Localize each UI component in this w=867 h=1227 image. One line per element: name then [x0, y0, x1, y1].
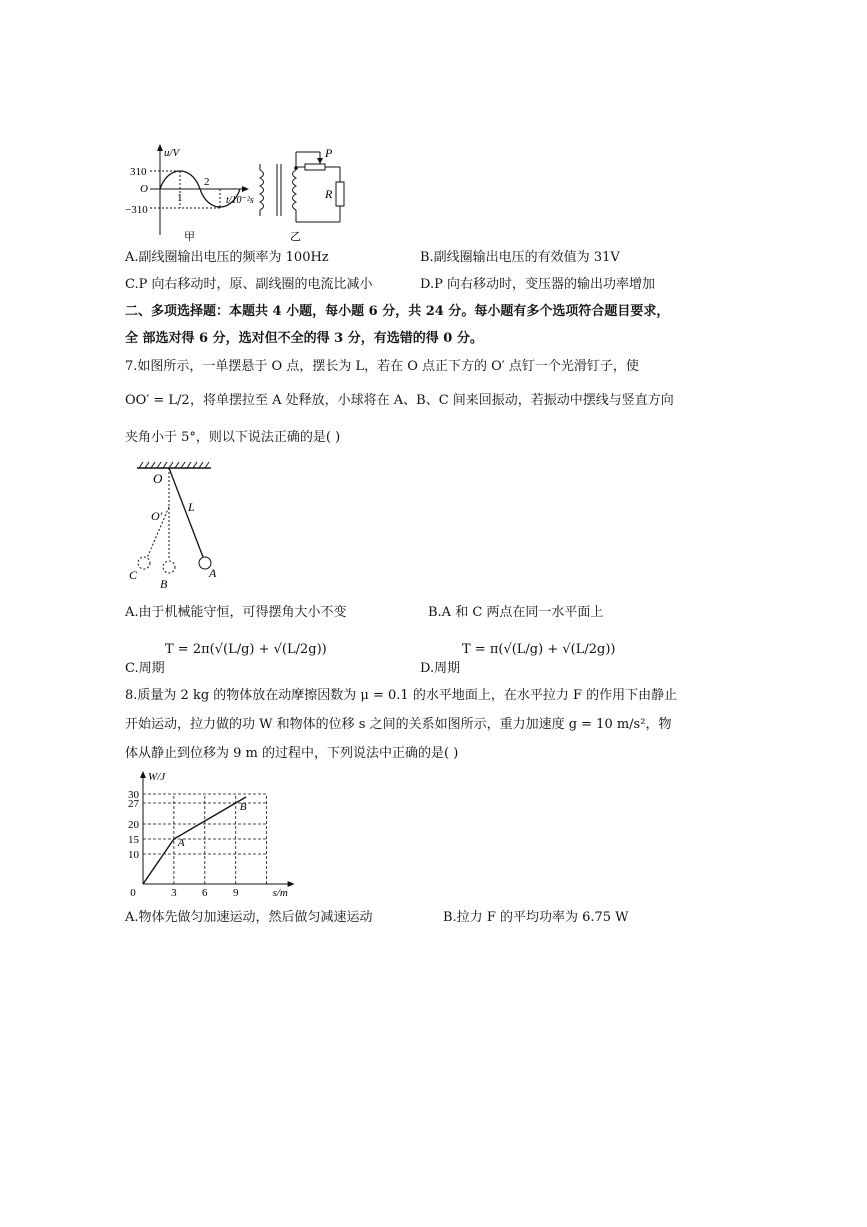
q6-option-a: A.副线圈输出电压的频率为 100Hz	[125, 250, 329, 265]
series-line-0	[143, 797, 246, 884]
t-tick-1: 1	[177, 192, 183, 204]
figure-ac-transformer	[120, 140, 360, 245]
q7-option-c-formula: T = 2π(√(L/g) + √(L/2g))	[165, 642, 327, 657]
point-b-label: B	[160, 577, 168, 590]
point-a-label: A	[209, 566, 217, 580]
q8-stem-line-1: 8.质量为 2 kg 的物体放在动摩擦因数为 μ = 0.1 的水平地面上，在水平拉力 F 的作用下由静止	[125, 688, 678, 703]
q7-stem-line-3: 夹角小于 5°，则以下说法正确的是( )	[125, 430, 341, 445]
q6-option-d: D.P 向右移动时，变压器的输出功率增加	[420, 277, 655, 292]
q7-option-c-label: C.周期	[125, 661, 165, 676]
chart-tick-labels	[128, 771, 288, 898]
section-2-heading: 二、多项选择题：本题共 4 小题，每小题 6 分，共 24 分。每小题有多个选项符合题目要求，	[125, 304, 670, 319]
x-tick-label-3: 3	[171, 887, 177, 898]
chart-grid	[143, 794, 267, 884]
y-tick-label-27: 27	[128, 798, 139, 810]
y-tick-310: 310	[130, 166, 147, 178]
x-tick-label-9: 9	[232, 887, 239, 898]
work-displacement-chart	[125, 770, 300, 898]
x-tick-label-0: 0	[130, 887, 136, 898]
point-c-label: C	[129, 568, 138, 582]
q7-option-b: B.A 和 C 两点在同一水平面上	[428, 605, 604, 620]
q7-option-d-label: D.周期	[420, 661, 461, 676]
q6-option-c: C.P 向右移动时，原、副线圈的电流比减小	[125, 277, 373, 292]
point-label-b: B	[239, 801, 247, 813]
y-tick-label-15: 15	[128, 834, 139, 846]
q7-stem-line-1: 7.如图所示，一单摆悬于 O 点，摆长为 L，若在 O 点正下方的 O′ 点钉一个光滑钉子，使	[125, 359, 639, 374]
u-axis-label: u/V	[164, 147, 180, 159]
q7-stem-line-2: ，将单摆拉至 A 处释放，小球将在 A、B、C 间来回振动，若振动中摆线与竖直方向	[190, 393, 674, 408]
chart-axes	[140, 771, 295, 887]
origin-label: O	[140, 183, 148, 195]
point-o-prime-label: O′	[151, 509, 163, 523]
slider-p-label: P	[325, 146, 333, 160]
x-axis-label: s/m	[272, 887, 288, 898]
q8-stem-line-3: 体从静止到位移为 9 m 的过程中，下列说法中正确的是( )	[125, 746, 459, 761]
point-label-a: A	[177, 837, 185, 849]
t-axis-label: t/10⁻²s	[226, 195, 254, 206]
section-2-subheading: 全 部选对得 6 分，选对但不全的得 3 分，有选错的得 0 分。	[125, 331, 483, 346]
figure-pendulum	[125, 460, 235, 590]
q7-formula: OO′ = L/2	[125, 393, 190, 408]
x-axis-arrow	[288, 881, 295, 887]
y-axis-label: W/J	[148, 771, 166, 783]
y-tick-neg-310: −310	[125, 204, 148, 216]
y-tick-label-20: 20	[128, 819, 139, 831]
point-o-label: O	[153, 471, 163, 486]
y-tick-label-10: 10	[128, 849, 139, 861]
length-l-label: L	[188, 500, 195, 514]
x-tick-label-6: 6	[202, 887, 208, 898]
q7-option-a: A.由于机械能守恒，可得摆角大小不变	[125, 605, 347, 620]
t-tick-2: 2	[204, 176, 210, 188]
q8-option-a: A.物体先做匀加速运动，然后做匀减速运动	[125, 910, 373, 925]
label-jia: 甲	[184, 231, 195, 243]
label-yi: 乙	[290, 231, 301, 243]
q7-option-d-formula: T = π(√(L/g) + √(L/2g))	[462, 642, 616, 657]
y-axis-arrow	[140, 771, 146, 778]
chart-series	[143, 797, 246, 884]
resistor-r-label: R	[325, 187, 333, 201]
chart-point-labels	[177, 801, 247, 849]
q8-stem-line-2: 开始运动，拉力做的功 W 和物体的位移 s 之间的关系如图所示，重力加速度 g = 10 m/s²，物	[125, 717, 672, 732]
q6-option-b: B.副线圈输出电压的有效值为 31V	[420, 250, 620, 265]
y-tick-label-30: 30	[128, 789, 139, 801]
q8-option-b: B.拉力 F 的平均功率为 6.75 W	[443, 910, 629, 925]
